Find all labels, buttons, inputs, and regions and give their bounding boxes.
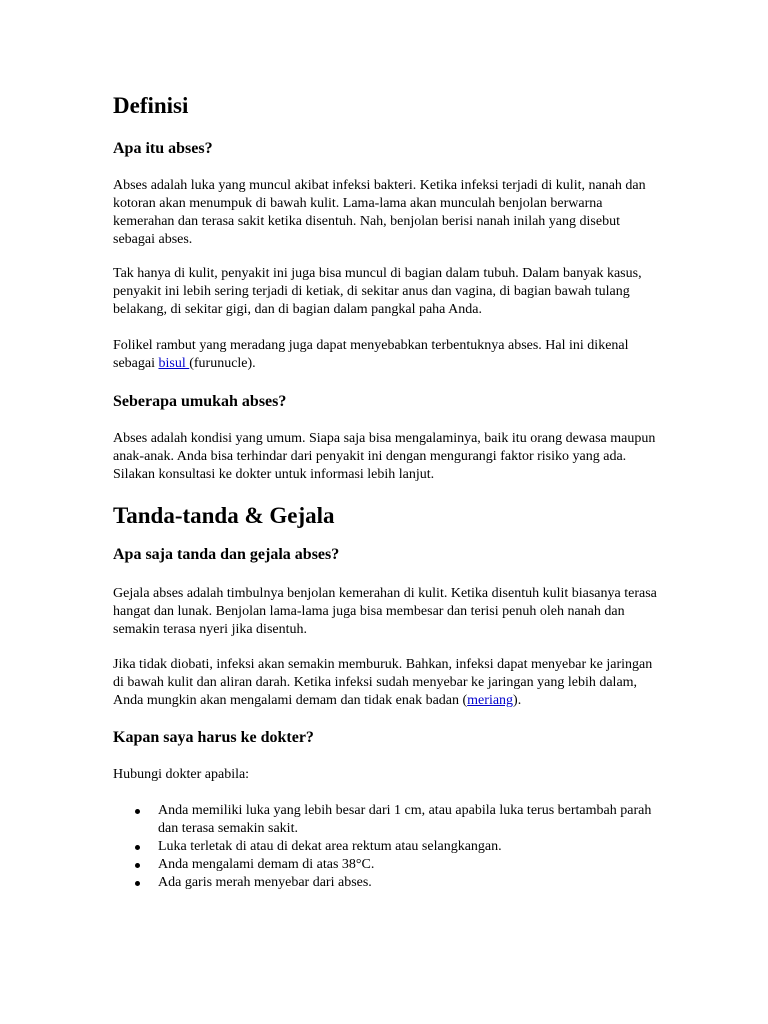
paragraph-definisi-2: Tak hanya di kulit, penyakit ini juga bisa muncul di bagian dalam tubuh. Dalam banyak kasus, penyakit ini lebih sering terjadi di ketiak, di sekitar anus dan vagina, di bagian bawah tulang belakang, di sekitar gigi, dan di bagian dalam pangkal paha Anda. bbox=[113, 266, 642, 317]
list-item bbox=[113, 856, 658, 874]
list-item bbox=[113, 874, 658, 892]
list-item-text: Ada garis merah menyebar dari abses. bbox=[158, 875, 372, 890]
bisul-link[interactable]: bisul bbox=[158, 356, 190, 371]
list-item-text: Anda mengalami demam di atas 38°C. bbox=[158, 857, 375, 872]
list-item-text: Luka terletak di atau di dekat area rektum atau selangkangan. bbox=[158, 839, 502, 854]
bullet-icon bbox=[135, 809, 140, 814]
subheading-kapan-ke-dokter: Kapan saya harus ke dokter? bbox=[113, 729, 314, 746]
meriang-link[interactable]: meriang bbox=[467, 693, 514, 708]
subheading-apa-itu-abses: Apa itu abses? bbox=[113, 140, 213, 157]
list-item-text: Anda memiliki luka yang lebih besar dari 1 cm, atau apabila luka terus bertambah parah dan terasa semakin sakit. bbox=[158, 803, 652, 836]
bullet-icon bbox=[135, 863, 140, 868]
bullet-icon bbox=[135, 845, 140, 850]
meriang-text-after: ). bbox=[513, 693, 522, 708]
subheading-seberapa-umum: Seberapa umukah abses? bbox=[113, 393, 287, 410]
paragraph-definisi-1: Abses adalah luka yang muncul akibat infeksi bakteri. Ketika infeksi terjadi di kulit, nanah dan kotoran akan menumpuk di bawah kulit. Lama-lama akan munculah benjolan berwarna kemerahan dan terasa sakit ketika disentuh. Nah, benjolan berisi nanah inilah yang disebut sebagai abses. bbox=[113, 178, 646, 247]
heading-definisi: Definisi bbox=[113, 93, 189, 118]
paragraph-bisul bbox=[113, 337, 658, 373]
bullet-icon bbox=[135, 881, 140, 886]
list-item bbox=[113, 802, 658, 838]
bisul-text-before: Folikel rambut yang meradang juga dapat menyebabkan terbentuknya abses. Hal ini dikenal sebagai bbox=[113, 338, 629, 371]
symptom-list bbox=[113, 802, 658, 892]
paragraph-meriang bbox=[113, 656, 658, 710]
paragraph-gejala-1: Gejala abses adalah timbulnya benjolan kemerahan di kulit. Ketika disentuh kulit biasanya terasa hangat dan lunak. Benjolan lama-lama juga bisa membesar dan terisi penuh oleh nanah dan semakin terasa nyeri jika disentuh. bbox=[113, 586, 657, 637]
list-item bbox=[113, 838, 658, 856]
bisul-text-after: (furunucle). bbox=[189, 356, 256, 371]
paragraph-hubungi-dokter: Hubungi dokter apabila: bbox=[113, 767, 250, 782]
heading-tanda-gejala: Tanda-tanda & Gejala bbox=[113, 503, 335, 528]
paragraph-seberapa-umum: Abses adalah kondisi yang umum. Siapa saja bisa mengalaminya, baik itu orang dewasa maupun anak-anak. Anda bisa terhindar dari penyakit ini dengan mengurangi faktor risiko yang ada. Silakan konsultasi ke dokter untuk informasi lebih lanjut. bbox=[113, 431, 656, 482]
meriang-text-before: Jika tidak diobati, infeksi akan semakin memburuk. Bahkan, infeksi dapat menyebar ke jaringan di bawah kulit dan aliran darah. Ketika infeksi sudah menyebar ke jaringan yang lebih dalam, Anda mungkin akan mengalami demam dan tidak enak badan ( bbox=[113, 657, 653, 708]
subheading-tanda-gejala: Apa saja tanda dan gejala abses? bbox=[113, 546, 340, 563]
